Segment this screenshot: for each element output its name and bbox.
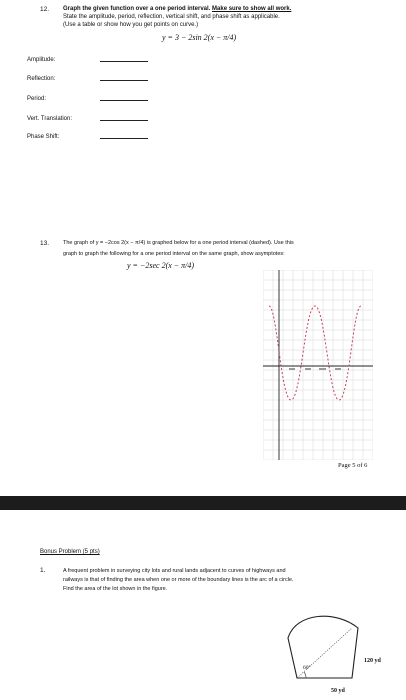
phase-shift-blank [100, 138, 148, 139]
lot-outline [288, 616, 358, 678]
graph-grid [263, 270, 373, 460]
angle-label: 60° [303, 665, 311, 671]
reflection-label: Reflection: [27, 76, 56, 82]
bonus-number: 1. [40, 567, 46, 574]
cosine-graph [263, 270, 373, 460]
bonus-title: Bonus Problem (5 pts) [40, 549, 100, 555]
problem-13-line2: graph to graph the following for a one period interval on the same graph, show asymptotes: [63, 251, 285, 257]
vert-translation-blank [100, 120, 148, 121]
angle-arc [304, 672, 306, 678]
amplitude-blank [100, 61, 148, 62]
period-label: Period: [27, 96, 47, 102]
amplitude-label: Amplitude: [27, 57, 56, 63]
phase-shift-label: Phase Shift: [27, 134, 60, 140]
problem-13-equation: y = −2sec 2(x − π/4) [127, 261, 195, 270]
problem-12-line2: State the amplitude, period, reflection, vertical shift, and phase shift as applicable. [63, 14, 280, 20]
page-divider [0, 496, 406, 510]
problem-13-line1: The graph of y = −2cos 2(x − π/4) is graphed below for a one period interval (dashed). Use this [63, 240, 294, 246]
problem-12-heading-bold: Graph the given function over a one period interval. [63, 6, 211, 12]
bonus-line3: Find the area of the lot shown in the figure. [63, 586, 168, 592]
problem-12-heading [63, 5, 291, 13]
problem-12-line3: (Use a table or show how you get points on curve.) [63, 22, 199, 28]
problem-12-equation: y = 3 − 2sin 2(x − π/4) [162, 33, 237, 42]
lot-figure [282, 600, 362, 690]
bonus-line2: railways is that of finding the area when one or more of the boundary lines is the arc of a circle. [63, 577, 294, 583]
problem-12-number: 12. [40, 6, 50, 13]
base-label: 50 yd [331, 688, 345, 694]
side-label: 120 yd [364, 658, 381, 664]
problem-12-heading-underlined: Make sure to show all work. [212, 6, 292, 12]
page-footer: Page 5 of 6 [338, 462, 368, 469]
reflection-blank [100, 80, 148, 81]
period-blank [100, 100, 148, 101]
bonus-line1: A frequent problem in surveying city lots and rural lands adjacent to curves of highways and [63, 568, 286, 574]
vert-translation-label: Vert. Translation: [27, 116, 73, 122]
problem-13-number: 13. [40, 240, 50, 247]
